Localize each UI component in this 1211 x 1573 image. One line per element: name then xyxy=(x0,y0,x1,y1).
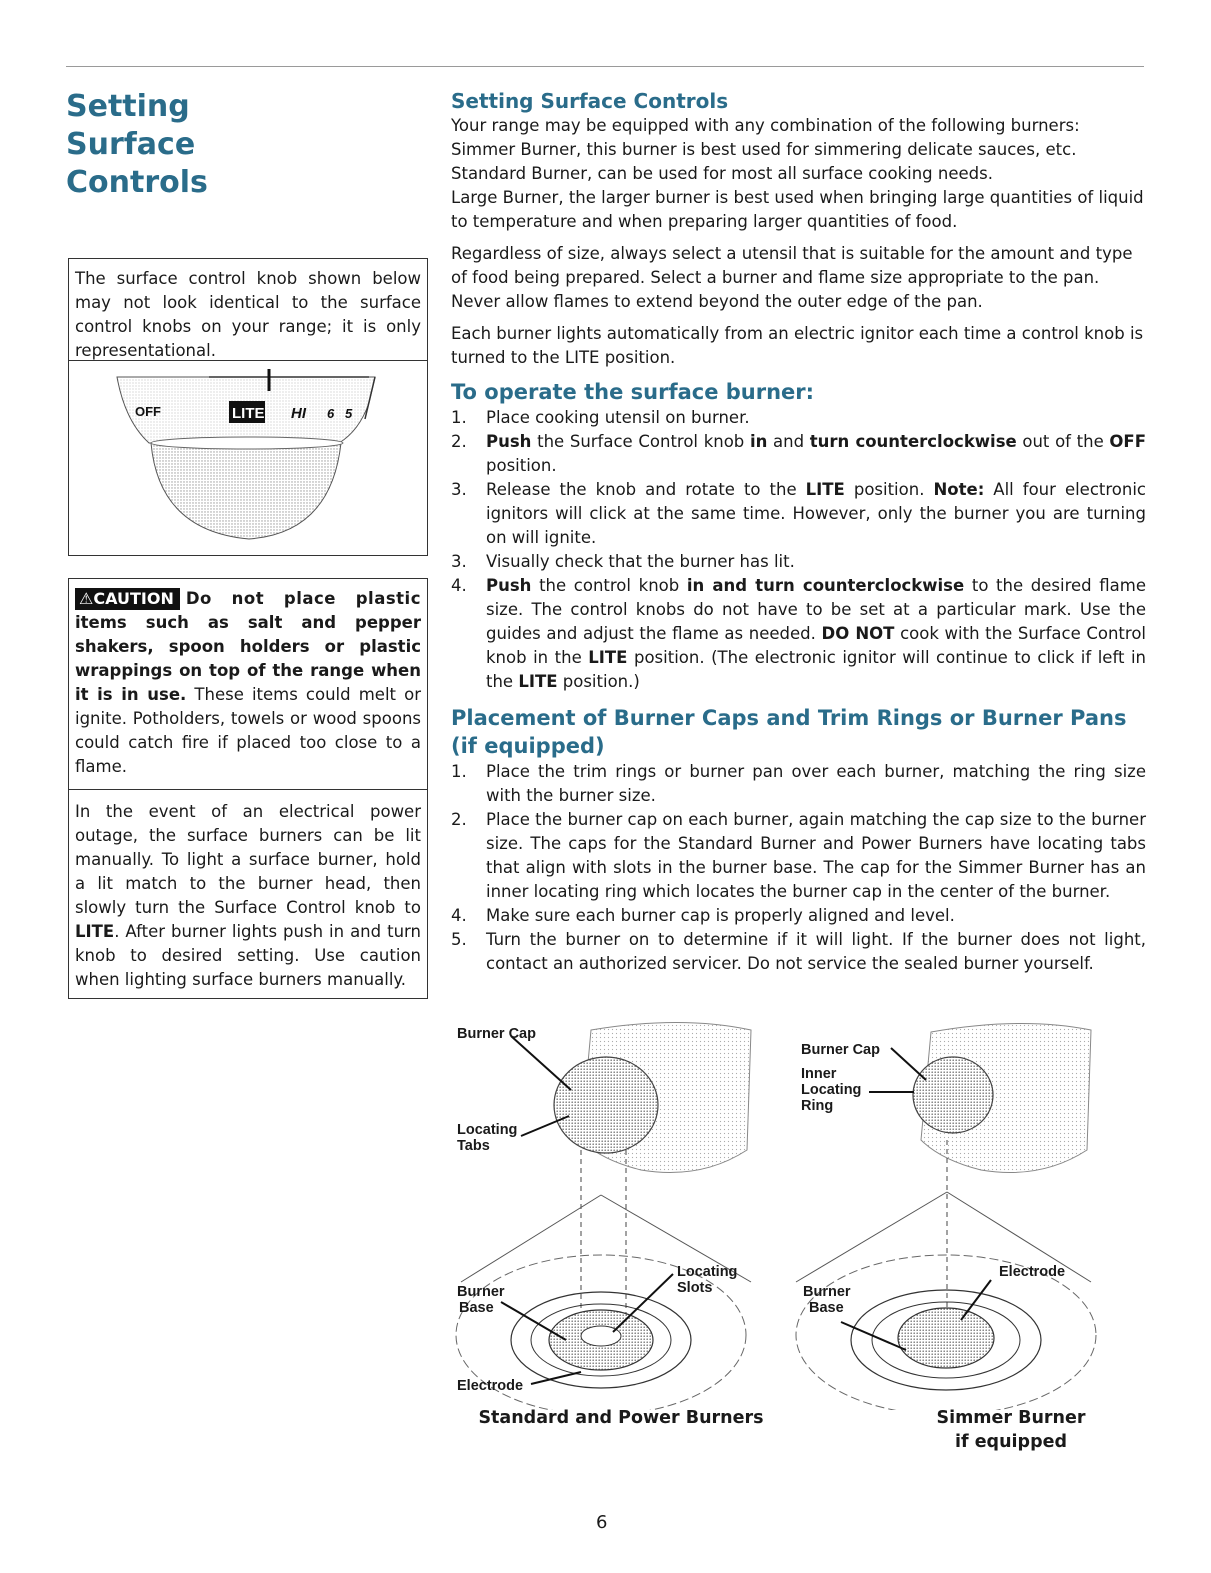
step-number: 3. xyxy=(451,480,467,499)
step-run: position. (The electronic ignitor will continue to click if left in the xyxy=(486,648,1146,691)
left-burner-cap xyxy=(554,1057,658,1153)
caption-simmer-2: if equipped xyxy=(954,1432,1067,1452)
step-bold-run: Push xyxy=(486,432,532,451)
step-number: 4. xyxy=(451,906,467,925)
label-locating-slots-1: Locating xyxy=(677,1264,738,1280)
top-rule xyxy=(66,66,1144,67)
step-bold-run: in xyxy=(749,432,768,451)
step-bold-run: Push xyxy=(486,576,532,595)
caution-rest-text: These items could melt or ignite. Potholders, towels or wood spoons could catch fire if placed too close to a flame. xyxy=(75,685,421,776)
label-locating-slots-2: Slots xyxy=(677,1280,713,1296)
label-inner-locating-1: Inner xyxy=(801,1066,837,1082)
label-electrode-left: Electrode xyxy=(457,1378,524,1394)
knob-off-label: OFF xyxy=(135,404,161,419)
knob-lite-label: LITE xyxy=(232,405,265,422)
label-burner-base-right-2: Base xyxy=(809,1300,844,1316)
step-run: and xyxy=(767,432,810,451)
label-burner-cap-left: Burner Cap xyxy=(457,1026,536,1042)
caution-badge xyxy=(75,588,180,610)
burner-illustration xyxy=(451,1020,1151,1460)
step-text: Make sure each burner cap is properly aligned and level. xyxy=(486,906,955,925)
step-run: position. xyxy=(844,480,934,499)
step-text: Turn the burner on to determine if it will light. If the burner does not light, contact an authorized servicer. Do not service the sealed burner yourself. xyxy=(486,930,1146,973)
label-locating-tabs-1: Locating xyxy=(457,1122,518,1138)
knob-illustration xyxy=(68,360,428,556)
section-heading-operate: To operate the surface burner: xyxy=(451,380,815,404)
intro-line-4: Large Burner, the larger burner is best used when bringing large quantities of liquid to temperature and when preparing larger quantities of food. xyxy=(451,188,1144,231)
step-text xyxy=(486,430,1146,478)
step-run: the Surface Control knob xyxy=(531,432,750,451)
outage-lite: LITE xyxy=(75,922,115,941)
step-run: to the desired flame size. The control knobs do not have to be set at a particular mark. Use the guides and adjust the flame as needed. xyxy=(486,576,1147,643)
knob-hi-label: HI xyxy=(291,405,306,422)
right-burner-cap xyxy=(913,1057,993,1133)
step-run: out of the xyxy=(1016,432,1110,451)
label-burner-base-left-2: Base xyxy=(459,1300,494,1316)
placement-step xyxy=(451,928,1146,976)
knob-five-label: 5 xyxy=(345,406,353,421)
label-electrode-right: Electrode xyxy=(999,1264,1066,1280)
label-burner-base-left-1: Burner xyxy=(457,1284,505,1300)
step-bold-run: LITE xyxy=(805,480,845,499)
utensil-paragraph: Regardless of size, always select a utensil that is suitable for the amount and type of food being prepared. Select a burner and flame size appropriate to the pan. Never allow flames to extend beyond the outer edge of the pan. xyxy=(451,244,1133,311)
knob-six-label: 6 xyxy=(327,406,335,421)
step-number: 5. xyxy=(451,930,467,949)
step-run: position. xyxy=(486,456,557,475)
caption-standard-power: Standard and Power Burners xyxy=(478,1408,764,1428)
step-run: cook with the Surface Control knob in the xyxy=(486,624,1146,667)
step-text xyxy=(486,478,1146,550)
step-run: Release the knob and rotate to the xyxy=(486,480,806,499)
outage-text-1: In the event of an electrical power outage, the surface burners can be lit manually. To light a surface burner, hold a lit match to the burner head, then slowly turn the Surface Control knob to xyxy=(75,802,421,917)
step-bold-run: Note: xyxy=(933,480,985,499)
section-heading-placement: Placement of Burner Caps and Trim Rings or Burner Pans (if equipped) xyxy=(451,706,1127,758)
step-text xyxy=(486,406,1146,430)
representational-note: The surface control knob shown below may not look identical to the surface control knobs on your range; it is only representational. xyxy=(68,258,428,360)
right-column xyxy=(451,88,1146,976)
operate-step xyxy=(451,430,1146,478)
step-bold-run: LITE xyxy=(588,648,628,667)
step-number: 1. xyxy=(451,408,467,427)
ignitor-paragraph: Each burner lights automatically from an electric ignitor each time a control knob is turned to the LITE position. xyxy=(451,324,1144,367)
intro-line-2: Simmer Burner, this burner is best used for simmering delicate sauces, etc. xyxy=(451,140,1077,159)
step-number: 2. xyxy=(451,810,467,829)
caption-simmer-1: Simmer Burner xyxy=(936,1408,1086,1428)
step-run: Place cooking utensil on burner. xyxy=(486,408,750,427)
operate-steps-list xyxy=(451,406,1146,694)
label-locating-tabs-2: Tabs xyxy=(457,1138,490,1154)
step-bold-run: OFF xyxy=(1109,432,1146,451)
standard-burner-drawing xyxy=(456,1023,751,1411)
caution-badge-text: CAUTION xyxy=(93,589,174,608)
label-inner-locating-2: Locating xyxy=(801,1082,862,1098)
label-burner-cap-right: Burner Cap xyxy=(801,1042,880,1058)
label-burner-base-right-1: Burner xyxy=(803,1284,851,1300)
right-burner-base xyxy=(898,1308,994,1368)
label-inner-locating-3: Ring xyxy=(801,1098,834,1114)
step-number: 1. xyxy=(451,762,467,781)
operate-step xyxy=(451,406,1146,430)
step-run: Visually check that the burner has lit. xyxy=(486,552,795,571)
step-run: position.) xyxy=(557,672,640,691)
section-heading-setting-controls: Setting Surface Controls xyxy=(451,89,729,113)
operate-step xyxy=(451,478,1146,550)
caution-bold-text: items such as salt and pepper shakers, spoon holders or plastic wrappings on top of the range when it is in use. xyxy=(75,613,421,704)
intro-line-1: Your range may be equipped with any combination of the following burners: xyxy=(451,116,1080,135)
operate-step xyxy=(451,550,1146,574)
step-bold-run: turn counterclockwise xyxy=(809,432,1017,451)
step-number: 3. xyxy=(451,552,467,571)
placement-step xyxy=(451,904,1146,928)
step-bold-run: LITE xyxy=(518,672,558,691)
step-text: Place the trim rings or burner pan over each burner, matching the ring size with the burner size. xyxy=(486,762,1146,805)
page-number: 6 xyxy=(596,1512,608,1533)
step-text: Place the burner cap on each burner, again matching the cap size to the burner size. The caps for the Standard Burner and Power Burners have locating tabs that align with slots in the burner base. The cap for the Simmer Burner has an inner locating ring which locates the burner cap in the center of the burner. xyxy=(486,810,1146,901)
warning-triangle-icon: ⚠ xyxy=(79,589,94,608)
step-number: 2. xyxy=(451,432,467,451)
step-run: All four electronic ignitors will click at the same time. However, only the burner you are turning on will ignite. xyxy=(486,480,1146,547)
placement-steps-list xyxy=(451,760,1146,976)
step-bold-run: in and turn counterclockwise xyxy=(686,576,965,595)
step-text xyxy=(486,550,1146,574)
step-text xyxy=(486,574,1146,694)
left-column xyxy=(66,88,428,999)
surface-knob-image xyxy=(69,361,428,556)
step-number: 4. xyxy=(451,576,467,595)
placement-step xyxy=(451,760,1146,808)
outage-text-2: . After burner lights push in and turn knob to desired setting. Use caution when lighting surface burners manually. xyxy=(75,922,421,989)
caution-warning xyxy=(68,578,428,790)
operate-step xyxy=(451,574,1146,694)
caution-lead: Do not place plastic xyxy=(185,589,421,608)
intro-line-3: Standard Burner, can be used for most all surface cooking needs. xyxy=(451,164,993,183)
step-bold-run: DO NOT xyxy=(821,624,895,643)
step-run: the control knob xyxy=(531,576,687,595)
power-outage-note xyxy=(68,790,428,999)
page-title: Setting Surface Controls xyxy=(66,89,208,200)
placement-step xyxy=(451,808,1146,904)
